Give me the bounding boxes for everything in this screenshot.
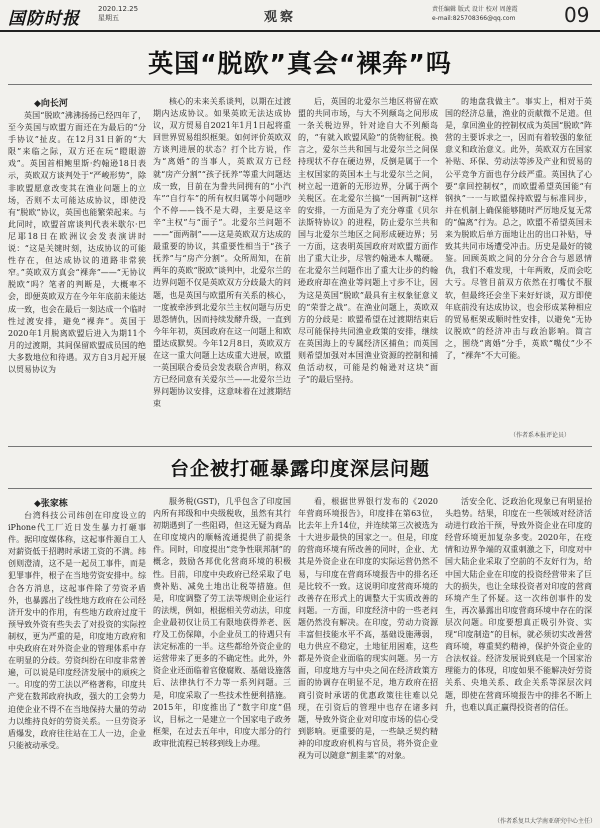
article2-column-2: 服务税(GST)，几乎包含了印度国内所有邦级和中央级税收，虽然有其行初期遇到了一些阻碍，但这无疑为商品在印度境内的顺畅流通提供了前提条件。同时，印度提出“竞争性联邦制”的概念，鼓励各邦优化营商环境的积极性。目前，印度中央政府已经采取了电费补贴、减免土地出让税等措施。但是，印度调整了劳工法等规则企业运行的法规，例如，根据相关劳动法，印度企业最初仅让员工有限地获得养老、医疗及工伤保障，小企业员工的待遇只有法定标准的一半。这些都给外资企业的运营带来了更多的不确定性。此外，外资企业还面临着官僚腐败、基础设施落后、法律执行不力等一系列问题。三是，印度采取了一些技术性便利措施。2015年，印度推出了“数字印度”倡议，目标之一是建立一个国家电子政务框架，在过去五年中，印度大部分的行政审批流程已转移到线上办理。 <box>153 497 291 748</box>
issue-date: 2020.12.25 <box>98 5 139 13</box>
issue-date-block <box>98 5 138 23</box>
section-title: 观察 <box>264 10 297 25</box>
editor-email: e-mail:825708366@qq.com <box>432 15 516 22</box>
newspaper-logo: 国防时报 <box>8 9 80 29</box>
article1-column-4: 的地盘我做主”。事实上，相对于英国的经济总量，渔业的贡献微不足道。但是，拿回渔业的控制权成为英国“脱欧”阵营的主要诉求之一，因而有着较强的象征意义和政治意义。此外，英欧双方在国家补贴、环保、劳动法等涉及产业和贸易的公平竞争方面也存分歧严重。英国执了心要“拿回控制权”，而欧盟希望英国能“有钢执”一一与欧盟保持欧盟与标准同步，并在机制上确保能够随时严厉地反复无常的“偏离”行为。总之，欧盟不希望英国未来为脱欧后单方面地让出的出口补贴，导致其共同市场遭受冲击。历史是最好的镜鉴。回顾英欧之间的分分合合与恩恩情仇，我们不难发现，十年两败，反而会吃大亏。尽管目前双方依然在打嘴仗不服软，但最终还会坐下来好好谈，双方即使年底前没有达成协议，也会形成某种相应的贸易框架或顺时性安排，以避免“无协议脱欧”的经济冲击与政治影响。简言之，围绕“离婚”分手，英欧“嘴仗”少不了，“裸奔”不大可能。 <box>445 97 592 360</box>
page-number: 09 <box>564 3 590 27</box>
article2-rule <box>8 488 592 489</box>
masthead <box>0 0 600 32</box>
article2-credit: （作者系复旦大学南亚研究中心主任） <box>494 818 597 825</box>
article1-column-2: 核心的未来关系谈判，以期在过渡期内达成协议。如果英欧无法达成协议，双方贸易自2021年1月1日起将重回世界贸易组织框架。如何评价英欧双方谈判进展的状态？打个比方说，作为“离婚”的当事人，英欧双方已经就“房产分割”“孩子抚养”等重大问题达成一致，目前在为誊共同拥有的“小汽车”“自行车”的所有权归属等小问题吵个不停——钱不是大碍，主要是这辛辛“主权”与“面子”。北爱尔兰问题不——“面两制”——这是英欧双方达成的最重要的协议，其重要性相当于“孩子抚养”与“房产分割”。众所周知，在前两年的英欧“脱欧”谈判中，北爱尔兰的边界问题不仅是英欧双方分歧最大的问题，也是英国与欧盟所有关系的核心，一度被牵涉到北爱尔兰主权问题与历史恩怨情仇，因而持续发酵升级，一直到今年年初，英国政府在这一问题上和欧盟达成默契。今年12月8日，英欧双方在这一重大问题上达成重大进展，欧盟一英国联合委员会发表联合声明，称双方已经同意有关爱尔兰——北爱尔兰边界问题协议安排，这意味着在过渡期结束 <box>153 97 291 409</box>
editor-names: 责任编辑 版式 设计 校对 周莲霞 <box>432 6 518 13</box>
article2-byline: ◆张家栋 <box>34 499 68 509</box>
article2-column-4: 活安全化、泛政治化现象已有明显抬头趋势。结果，印度在一些领域对经济活动进行政治干预，导致外资企业在印度的经营环境更加复杂多变。2020年，在疫情和边界争端的双重刺激之下，印度对中国大陆企业采取了空前的不友好行为，给中国大陆企业在印度的投资经营带来了巨大的损失，也让全球投资者对印度的营商环境产生了怀疑。这一次纬创事件的发生，再次暴露出印度营商环境中存在的深层次问题。印度要想真正吸引外资、实现“印度制造”的目标，就必须切实改善营商环境，尊重契约精神，保护外资企业的合法权益。经济发展说到底是一个国家治理能力的体现，印度如果不能解决好劳资关系、央地关系、政企关系等深层次问题，即使在营商环境报告中的排名不断上升，也难以真正赢得投资者的信任。 <box>445 497 592 712</box>
article1-rule <box>8 84 592 85</box>
article1-headline: 英国“脱欧”真会“裸奔”吗 <box>148 49 452 78</box>
article-divider <box>8 446 592 447</box>
editor-credits <box>432 5 518 23</box>
article2-column-1: 台湾科技公司纬创在印度设立的iPhone代工厂近日发生暴力打砸事件。据印度媒体称，这起事件源自工人对薪资低于招聘时承诺工资的不满。纬创则澄清，这不是一起员工事件，而是犯罪事件，根子在当地劳资安排中。综合各方消息，这起事件除了劳资矛盾外，也暴露出了线性地方政府在公司经济开发中的作用，有些地方政府过度干预导致外资有些失去了对投资的实际控制权，更为严重的是，印度地方政府和中央政府在对外资企业的管理体系中存在明显的分歧。劳资纠纷在印度非常普遍，可以说是印度经济发展中的顽疾之一。印度的劳工法以严格著称，印度共产党在数邦政府执政，强大的工会势力迫使企业不得不在当地保持大量的劳动力以维持良好的劳资关系。一旦劳资矛盾爆发，政府往往站在工人一边，企业只能被动承受。 <box>8 511 146 750</box>
article1-column-3: 后，英国的北爱尔兰地区将留在欧盟的共同市场，与大不列颠岛之间形成一条关税边界，针对途自大不列颠岛的，“有就入欧盟风险”的货物征税。换言之，爱尔兰共和国与北爱尔兰之间保持现状不存在硬边界，反倒是属于一个主权国家的英国本土与北爱尔兰之间，树立起一道新的无形边界，分属于两个关税区。在北爱尔兰搞“一国两制”这样的安排，一方面是为了充分尊重《贝尔法斯特协议》的进程，防止爱尔兰共和国与北爱尔兰地区之间形成硬边界；另一方面，这表明英国政府对欧盟方面作出了重大让步，尽管约翰逊本人嘴硬。在北爱尔兰问题作出了重大让步的约翰逊政府却在渔业等问题上寸步不让，因为这是英国“脱欧”最具有主权象征意义的“荣誉之战”。在渔业问题上，英欧双方的分歧是：欧盟希望在过渡期结束后尽可能保持共同渔业政策的安排，继续在英国海上的专属经济区捕鱼；而英国则希望加强对本国渔业资源的控制和捕鱼活动权，可能是约翰逊对这块“面子”的最后坚持。 <box>298 97 438 385</box>
article1-credit: （作者系本报评论员） <box>510 432 571 439</box>
article2-headline: 台企被打砸暴露印度深层问题 <box>169 458 430 480</box>
issue-weekday: 星期五 <box>98 14 119 22</box>
article1-column-1: 英国“脱欧”沸沸扬扬已经四年了，至今英国与欧盟方面还在为最后的“分手协议”扯皮。在12月31日新的“大限”来临之际，双方还在玩“瞪眼游戏”。英国首相鲍里斯·约翰逊18日表示，英欧双方谈判处于“严峻形势”，除非欧盟愿意改变其在渔业问题上的立场，否则不太可能达成协议，即使没有“脱欧”协议，英国也能繁荣起来。与此同时，欧盟首席谈判代表米歇尔·巴尼耶18日在欧洲议会发表演讲时说：“这是关键时刻，达成协议的可能性存在，但达成协议的道路非常狭窄。”英欧双方真会“裸奔”——“无协议脱欧”吗？笔者的判断是，大概率不会，即便英欧双方在今年年底前未能达成一致，也会在最后一刻达成一个临时性过渡安排，避免“裸奔”。英国于2020年1月脱离欧盟后进入为期11个月的过渡期，其间保留欧盟成员国的绝大多数地位和待遇。双方自3月起开展以贸易协议为 <box>8 111 146 374</box>
article2-column-3: 看，根据世界银行发布的《2020年营商环境报告》，印度排在第63位，比去年上升14位，并连续第三次被选为十大进步最快的国家之一。但是，印度的营商环境有所改善的同时，企业、尤其是外资企业在印度的实际运营仍然不易，与印度在营商环境报告中的排名还是比较不一致。这说明印度营商环境的改善存在形式上的调整大于实质改善的问题。一方面，印度经济中的一些老问题仍然没有解决。在印度，劳动力资源丰富但技能水平不高，基础设施薄弱，电力供应不稳定，土地征用困难，这些都是外资企业面临的现实问题。另一方面，印度地方与中央之间在经济政策方面的协调存在明显不足，地方政府在招商引资时承诺的优惠政策往往难以兑现，在引资后的管理中也存在诸多问题，导致外资企业对印度市场的信心受到影响。更重要的是，一些缺乏契约精神的印度政府机构与官员，将外资企业视为可以随意“割韭菜”的对象。 <box>298 497 438 760</box>
article1-byline: ◆向长河 <box>34 99 68 109</box>
